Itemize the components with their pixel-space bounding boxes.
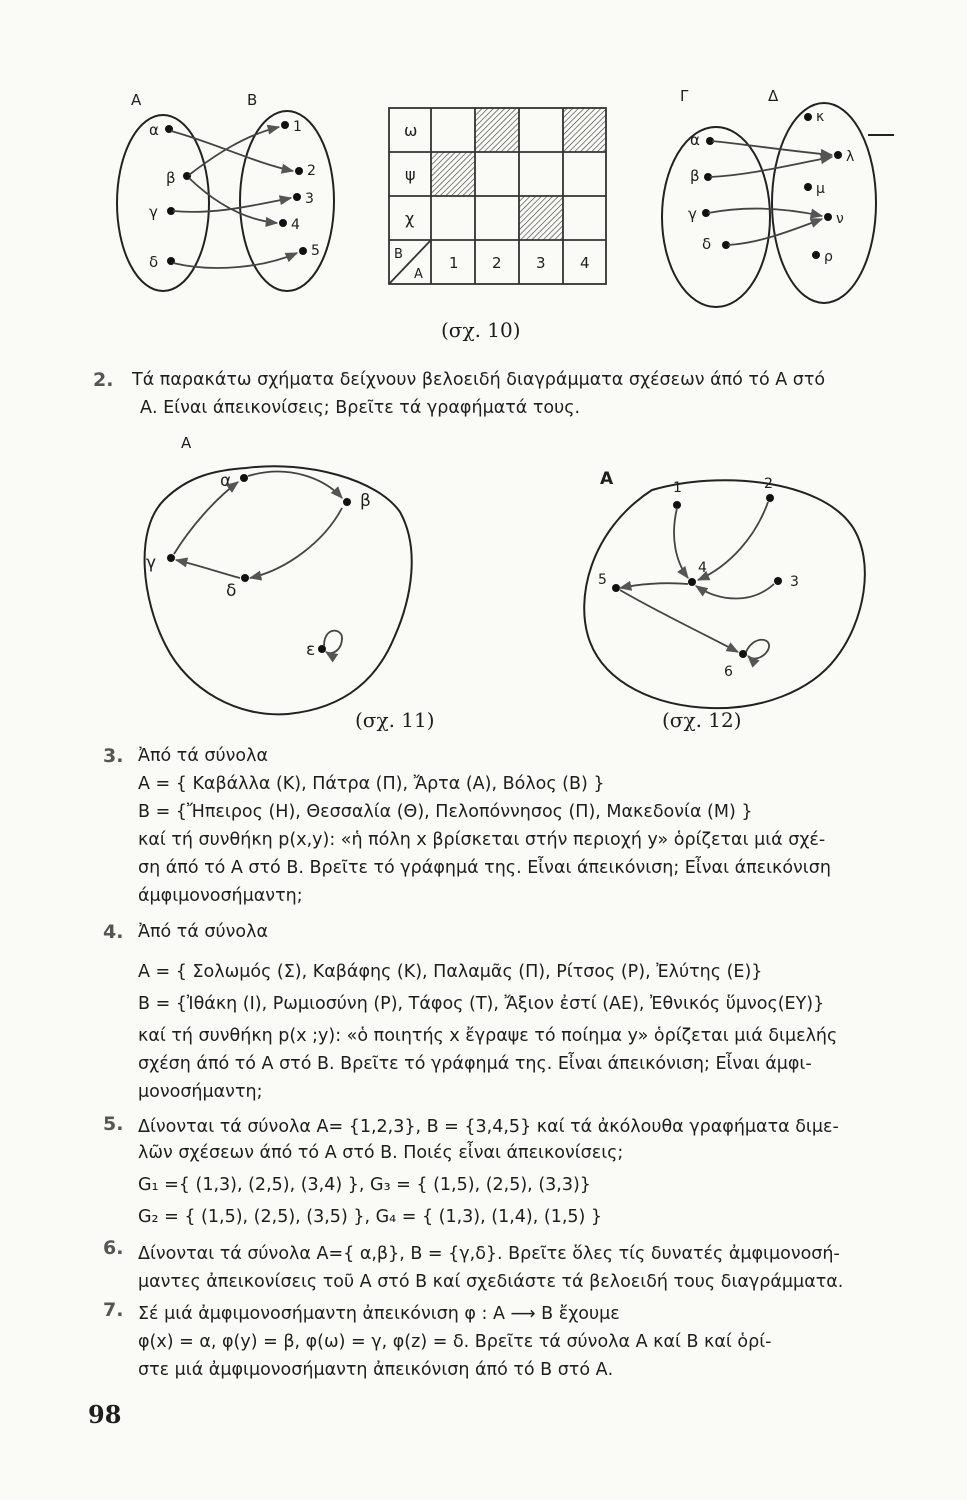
- fig10-arrow-gamma-3: [173, 198, 291, 212]
- fig10-arrow-beta-1: [189, 127, 279, 175]
- fig12-point-2: [766, 494, 774, 502]
- figure-10-right-diagram: [640, 85, 900, 310]
- fig10-point-4: [279, 219, 287, 227]
- fig12-arrow-5-6: [620, 590, 738, 652]
- exercise-5-line-2: λῶν σχέσεων άπό τό Α στό Β. Ποιές εἶναι άπεικονίσεις;: [138, 1143, 624, 1163]
- fig10-label-4: 4: [291, 217, 300, 233]
- grid-corner-a: Α: [414, 267, 423, 282]
- fig11-label-epsilon: ε: [306, 640, 316, 660]
- fig10-label-beta: β: [166, 169, 176, 187]
- fig10-point-3: [293, 193, 301, 201]
- grid-cell-chi-3: [519, 196, 563, 240]
- fig10-label-3: 3: [305, 191, 314, 207]
- exercise-3-line-2: Α = { Καβάλλα (Κ), Πάτρα (Π), Ἄρτα (Α), Βόλος (Β) }: [138, 774, 605, 794]
- fig10-arrow-delta-5: [173, 253, 297, 268]
- fig10-label-gamma: γ: [149, 203, 158, 221]
- grid-col-2: 2: [492, 254, 502, 272]
- figure-12-diagram: [560, 462, 880, 717]
- fig12-label-4: 4: [698, 560, 707, 576]
- fig10-label-5: 5: [311, 243, 320, 259]
- fig11-point-epsilon: [318, 645, 326, 653]
- fig12-point-4: [688, 578, 696, 586]
- fig11-point-delta: [241, 574, 249, 582]
- exercise-4-line-6: μονοσήμαντη;: [138, 1082, 263, 1102]
- exercise-7-number: 7.: [103, 1299, 124, 1321]
- fig12-arrow-3-4: [696, 584, 774, 599]
- fig11-set-label: Α: [181, 434, 192, 452]
- fig12-label-3: 3: [790, 574, 799, 590]
- fig10r-point-mu: [804, 183, 812, 191]
- fig12-point-3: [774, 577, 782, 585]
- fig10r-label-rho: ρ: [824, 249, 833, 265]
- fig10r-label-beta: β: [690, 167, 700, 185]
- grid-cell-psi-1: [431, 152, 475, 196]
- grid-col-4: 4: [580, 254, 590, 272]
- fig11-label-beta: β: [360, 491, 371, 511]
- exercise-2-line-1: Τά παρακάτω σχήματα δείχνουν βελοειδή διαγράμματα σχέσεων άπό τό Α στό: [132, 370, 826, 390]
- figure-10-left-diagram: [105, 85, 340, 300]
- fig10-set-b-ellipse: [240, 111, 334, 291]
- fig10-label-1: 1: [293, 119, 302, 135]
- fig10-set-a-label: Α: [131, 91, 142, 109]
- exercise-4-line-4: καί τή συνθήκη p(x ;y): «ὁ ποιητής x ἔγραψε τό ποίημα y» ὁρίζεται μιά διμελής: [138, 1026, 838, 1046]
- exercise-3-line-6: άμφιμονοσήμαντη;: [138, 886, 303, 906]
- fig11-point-alpha: [240, 474, 248, 482]
- exercise-5-line-4: G₂ = { (1,5), (2,5), (3,5) }, G₄ = { (1,3), (1,4), (1,5) }: [138, 1207, 603, 1227]
- exercise-4-number: 4.: [103, 921, 124, 943]
- fig10-label-alpha: α: [149, 121, 159, 139]
- fig12-set-label: Α: [600, 469, 614, 489]
- exercise-2-line-2: Α. Είναι άπεικονίσεις; Βρεῖτε τά γραφήματά τους.: [140, 398, 581, 418]
- exercise-4-line-3: Β = {Ἰθάκη (Ι), Ρωμιοσύνη (Ρ), Τάφος (Τ), Ἄξιον ἐστί (ΑΕ), Ἐθνικός ὕμνος(ΕΥ)}: [138, 994, 825, 1014]
- exercise-4-line-2: Α = { Σολωμός (Σ), Καβάφης (Κ), Παλαμᾶς (Π), Ρίτσος (Ρ), Ἐλύτης (Ε)}: [138, 962, 763, 982]
- grid-col-3: 3: [536, 254, 546, 272]
- fig10r-point-nu: [824, 213, 832, 221]
- fig10-set-b-label: Β: [247, 91, 258, 109]
- figure-10-relation-grid: [388, 106, 608, 288]
- fig10r-point-lambda: [834, 151, 842, 159]
- exercise-3-line-1: Ἀπό τά σύνολα: [138, 746, 269, 766]
- exercise-7-line-3: στε μιά ἀμφιμονοσήμαντη ἀπεικόνιση άπό τό Β στό Α.: [138, 1360, 614, 1380]
- exercise-3-line-3: Β = {Ἤπειρος (Η), Θεσσαλία (Θ), Πελοπόννησος (Π), Μακεδονία (Μ) }: [138, 802, 753, 822]
- fig12-arrow-1-4: [674, 508, 688, 578]
- fig11-set-boundary: [145, 466, 412, 714]
- figure-11-caption: (σχ. 11): [355, 708, 435, 732]
- fig12-point-1: [673, 501, 681, 509]
- fig12-arrow-2-4: [698, 502, 768, 580]
- grid-cell-omega-4: [563, 108, 606, 152]
- fig10r-label-nu: ν: [836, 211, 844, 227]
- fig10-label-delta: δ: [149, 253, 159, 271]
- grid-corner-b: Β: [394, 247, 403, 262]
- fig10-arrow-beta-4: [189, 178, 277, 223]
- fig10-point-5: [299, 247, 307, 255]
- fig12-label-1: 1: [673, 480, 682, 496]
- figure-12-caption: (σχ. 12): [662, 708, 742, 732]
- exercise-4-line-1: Ἀπό τά σύνολα: [138, 922, 269, 942]
- fig11-point-gamma: [167, 554, 175, 562]
- fig10-set-d-label: Δ: [768, 87, 779, 105]
- fig11-label-alpha: α: [220, 471, 232, 491]
- fig11-arrow-delta-gamma: [176, 560, 240, 578]
- fig12-label-2: 2: [764, 476, 773, 492]
- exercise-5-line-1: Δίνονται τά σύνολα Α= {1,2,3}, Β = {3,4,5} καί τά ἀκόλουθα γραφήματα διμε-: [138, 1117, 839, 1137]
- exercise-6-line-1: Δίνονται τά σύνολα Α={ α,β}, Β = {γ,δ}. Βρεῖτε ὅλες τίς δυνατές ἀμφιμονοσή-: [138, 1244, 840, 1264]
- fig10r-label-delta: δ: [702, 235, 712, 253]
- exercise-3-line-5: ση άπό τό Α στό Β. Βρεῖτε τό γράφημά της. Εἶναι άπεικόνιση; Εἶναι άπεικόνιση: [138, 858, 831, 878]
- fig11-loop-epsilon: [324, 631, 342, 654]
- fig10r-arrow-gamma-nu: [708, 209, 822, 216]
- fig12-label-6: 6: [724, 664, 733, 680]
- fig10r-point-rho: [812, 251, 820, 259]
- grid-row-omega: ω: [404, 121, 418, 140]
- fig10r-arrow-beta-lambda: [710, 157, 832, 177]
- fig11-point-beta: [343, 498, 351, 506]
- fig10-set-g-label: Γ: [680, 87, 689, 105]
- fig10-arrow-alpha-2: [171, 131, 293, 171]
- fig12-point-5: [612, 584, 620, 592]
- fig10-point-1: [281, 121, 289, 129]
- fig10-set-d-ellipse: [772, 103, 876, 303]
- fig11-label-gamma: γ: [146, 553, 157, 573]
- fig11-arrow-beta-delta: [250, 508, 342, 578]
- fig12-loop-6: [746, 640, 769, 659]
- fig11-label-delta: δ: [226, 581, 237, 601]
- fig10-label-2: 2: [307, 163, 316, 179]
- fig12-label-5: 5: [598, 572, 607, 588]
- fig10-point-2: [295, 167, 303, 175]
- grid-cell-omega-2: [475, 108, 519, 152]
- figure-10-caption: (σχ. 10): [441, 318, 521, 342]
- grid-row-psi: ψ: [405, 165, 416, 184]
- fig10r-label-kappa: κ: [816, 109, 825, 125]
- exercise-3-number: 3.: [103, 745, 124, 767]
- fig10r-label-mu: μ: [816, 181, 825, 197]
- exercise-7-line-2: φ(x) = α, φ(y) = β, φ(ω) = γ, φ(z) = δ. Βρεῖτε τά σύνολα Α καί Β καί ὁρί-: [138, 1332, 772, 1352]
- fig10r-label-gamma: γ: [688, 205, 697, 223]
- exercise-5-number: 5.: [103, 1113, 124, 1135]
- page-number: 98: [88, 1400, 122, 1429]
- fig10r-label-alpha: α: [690, 131, 700, 149]
- exercise-7-line-1: Σέ μιά ἀμφιμονοσήμαντη ἀπεικόνιση φ : Α ⟶ Β ἔχουμε: [138, 1304, 620, 1324]
- fig11-arrow-gamma-alpha: [174, 482, 238, 554]
- exercise-3-line-4: καί τή συνθήκη p(x,y): «ἡ πόλη x βρίσκεται στήν περιοχή y» ὁρίζεται μιά σχέ-: [138, 830, 826, 850]
- exercise-5-line-3: G₁ ={ (1,3), (2,5), (3,4) }, G₃ = { (1,5), (2,5), (3,3)}: [138, 1175, 591, 1195]
- exercise-6-line-2: μαντες ἀπεικονίσεις τοῦ Α στό Β καί σχεδιάστε τά βελοειδή τους διαγράμματα.: [138, 1272, 844, 1292]
- fig10r-label-lambda: λ: [846, 149, 855, 165]
- fig12-arrow-4-5: [620, 583, 688, 588]
- fig10-set-g-ellipse: [662, 127, 770, 307]
- fig10r-point-kappa: [804, 113, 812, 121]
- exercise-4-line-5: σχέση άπό τό Α στό Β. Βρεῖτε τό γράφημά της. Εἶναι άπεικόνιση; Εἶναι άμφι-: [138, 1054, 812, 1074]
- fig10-set-a-ellipse: [117, 115, 209, 291]
- figure-11-diagram: [128, 430, 428, 725]
- grid-row-chi: χ: [405, 209, 415, 228]
- exercise-2-number: 2.: [93, 369, 114, 391]
- grid-col-1: 1: [449, 254, 459, 272]
- fig10r-arrow-alpha-lambda: [712, 141, 832, 155]
- exercise-6-number: 6.: [103, 1237, 124, 1259]
- fig11-arrow-alpha-beta: [248, 472, 342, 498]
